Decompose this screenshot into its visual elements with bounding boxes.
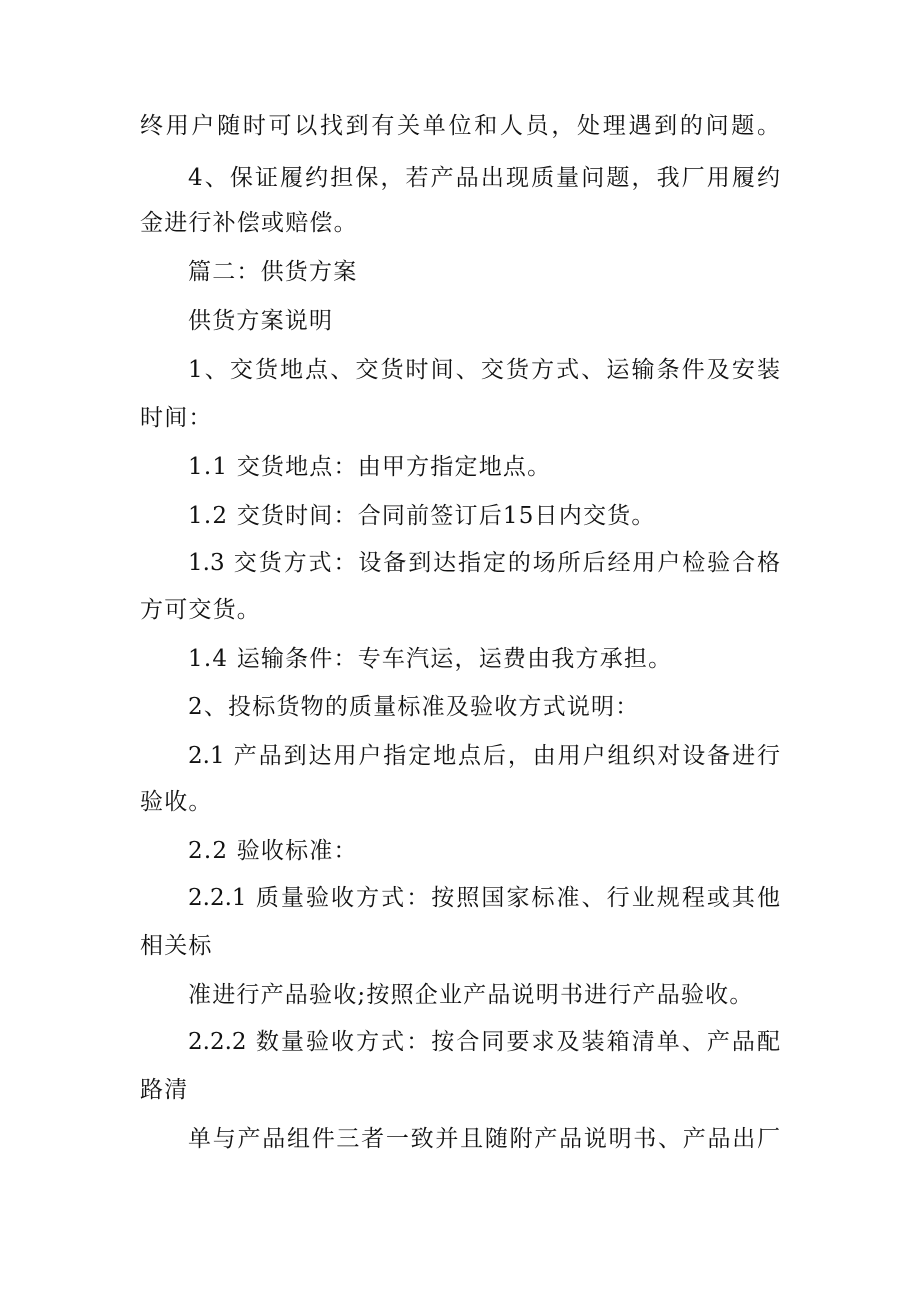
text-line-3: 金进行补偿或赔偿。 <box>140 210 358 236</box>
text-line-17: 2.2.1 质量验收方式：按照国家标准、行业规程或其他 <box>188 885 780 911</box>
text-line-6: 1、交货地点、交货时间、交货方式、运输条件及安装 <box>188 357 780 383</box>
text-line-1: 终用户随时可以找到有关单位和人员，处理遇到的问题。 <box>140 113 780 139</box>
text-line-15: 验收。 <box>140 789 213 815</box>
text-line-9: 1.2 交货时间：合同前签订后15日内交货。 <box>188 503 656 529</box>
text-line-8: 1.1 交货地点：由甲方指定地点。 <box>188 454 552 480</box>
text-line-14: 2.1 产品到达用户指定地点后，由用户组织对设备进行 <box>188 743 780 769</box>
text-line-19: 准进行产品验收;按照企业产品说明书进行产品验收。 <box>188 982 754 1008</box>
section-subtitle: 供货方案说明 <box>188 308 334 334</box>
section-heading: 篇二：供货方案 <box>188 259 358 285</box>
text-line-20: 2.2.2 数量验收方式：按合同要求及装箱清单、产品配 <box>188 1029 780 1055</box>
text-line-18: 相关标 <box>140 933 213 959</box>
text-line-12: 1.4 运输条件：专车汽运，运费由我方承担。 <box>188 646 673 672</box>
text-line-10: 1.3 交货方式：设备到达指定的场所后经用户检验合格 <box>188 550 780 576</box>
text-line-2: 4、保证履约担保，若产品出现质量问题，我厂用履约 <box>188 165 780 191</box>
text-line-13: 2、投标货物的质量标准及验收方式说明： <box>188 694 640 720</box>
text-line-11: 方可交货。 <box>140 597 261 623</box>
text-line-22: 单与产品组件三者一致并且随附产品说明书、产品出厂 <box>188 1126 780 1152</box>
text-line-21: 路清 <box>140 1077 189 1103</box>
text-line-7: 时间： <box>140 405 213 431</box>
text-line-16: 2.2 验收标准： <box>188 838 358 864</box>
